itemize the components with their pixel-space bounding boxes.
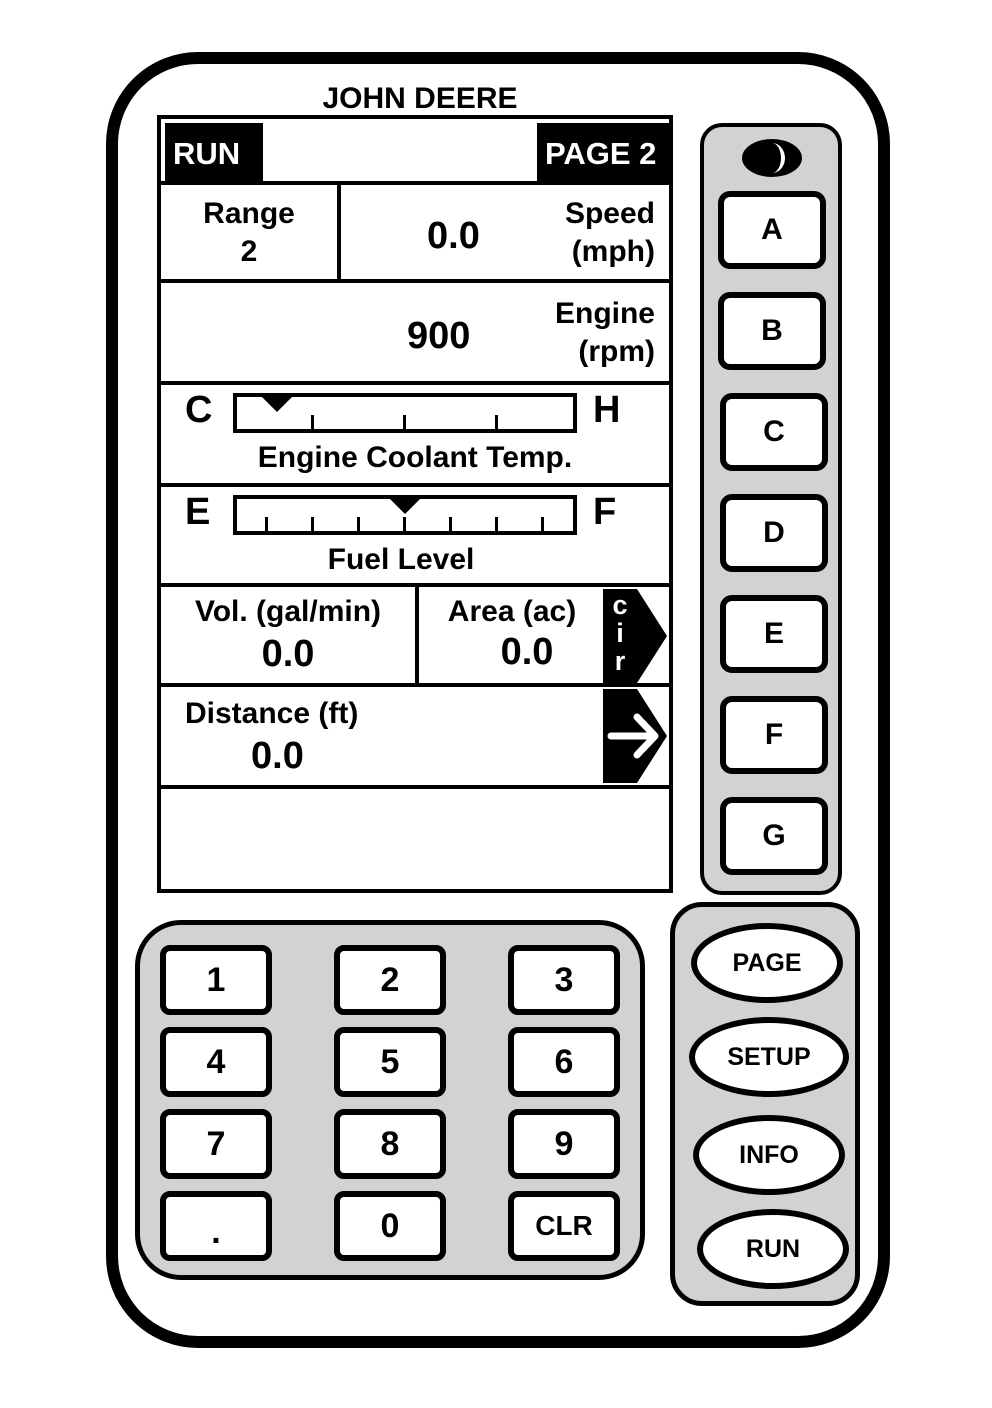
gauge-tick	[265, 517, 268, 531]
distance-arrow-button[interactable]	[603, 689, 669, 783]
coolant-gauge	[233, 393, 577, 433]
brand-logo-text: JOHN DEERE	[322, 82, 518, 115]
coolant-low-label: C	[185, 389, 213, 431]
speed-value: 0.0	[427, 215, 480, 257]
setup-button[interactable]: SETUP	[689, 1017, 849, 1097]
divider	[161, 785, 669, 789]
area-circular-button[interactable]	[603, 589, 669, 683]
key-decimal[interactable]: .	[160, 1191, 272, 1261]
brightness-icon[interactable]	[740, 137, 804, 179]
engine-label: Engine	[554, 297, 655, 330]
softkey-e[interactable]: E	[720, 595, 828, 673]
softkey-a[interactable]: A	[718, 191, 826, 269]
mode-button-panel	[670, 902, 860, 1306]
softkey-b[interactable]: B	[718, 292, 826, 370]
softkey-d[interactable]: D	[720, 494, 828, 572]
divider	[161, 683, 669, 687]
volume-value: 0.0	[261, 633, 315, 675]
fuel-gauge	[233, 495, 577, 535]
info-button[interactable]: INFO	[693, 1115, 845, 1195]
engine-rpm-value: 900	[407, 315, 471, 357]
area-label: Area (ac)	[447, 595, 577, 628]
gauge-tick	[403, 415, 406, 429]
coolant-high-label: H	[593, 389, 621, 431]
gauge-tick	[449, 517, 452, 531]
divider	[161, 483, 669, 487]
fuel-full-label: F	[593, 491, 617, 533]
key-0[interactable]: 0	[334, 1191, 446, 1261]
softkey-g[interactable]: G	[720, 797, 828, 875]
gauge-tick	[311, 415, 314, 429]
volume-label: Vol. (gal/min)	[194, 595, 382, 628]
page-button[interactable]: PAGE	[691, 923, 843, 1003]
key-6[interactable]: 6	[508, 1027, 620, 1097]
speed-unit: (mph)	[571, 235, 655, 268]
key-8[interactable]: 8	[334, 1109, 446, 1179]
divider	[161, 381, 669, 385]
range-value: 2	[240, 235, 258, 268]
fuel-empty-label: E	[185, 491, 211, 533]
key-7[interactable]: 7	[160, 1109, 272, 1179]
key-clear[interactable]: CLR	[508, 1191, 620, 1261]
gauge-tick	[403, 517, 406, 531]
run-button[interactable]: RUN	[697, 1209, 849, 1289]
gauge-tick	[495, 415, 498, 429]
page-indicator: PAGE 2	[537, 123, 669, 185]
softkey-f[interactable]: F	[720, 696, 828, 774]
key-9[interactable]: 9	[508, 1109, 620, 1179]
key-5[interactable]: 5	[334, 1027, 446, 1097]
coolant-label: Engine Coolant Temp.	[257, 441, 573, 474]
range-label: Range	[203, 197, 295, 230]
key-3[interactable]: 3	[508, 945, 620, 1015]
key-4[interactable]: 4	[160, 1027, 272, 1097]
divider	[161, 279, 669, 283]
divider	[161, 181, 669, 185]
gauge-tick	[311, 517, 314, 531]
area-side-label: c i r	[612, 590, 628, 676]
engine-unit: (rpm)	[578, 335, 655, 368]
gauge-tick	[541, 517, 544, 531]
fuel-pointer-icon	[389, 498, 421, 514]
softkey-c[interactable]: C	[720, 393, 828, 471]
gauge-tick	[357, 517, 360, 531]
key-2[interactable]: 2	[334, 945, 446, 1015]
area-value: 0.0	[500, 631, 554, 673]
distance-value: 0.0	[251, 735, 304, 777]
divider	[337, 185, 341, 281]
mode-indicator: RUN	[165, 123, 263, 185]
display-screen	[157, 115, 673, 893]
fuel-label: Fuel Level	[327, 543, 475, 576]
distance-label: Distance (ft)	[185, 697, 359, 730]
speed-label: Speed	[564, 197, 655, 230]
softkey-panel	[700, 123, 842, 895]
numeric-keypad	[135, 920, 645, 1280]
key-1[interactable]: 1	[160, 945, 272, 1015]
gauge-tick	[495, 517, 498, 531]
right-arrow-icon	[603, 689, 669, 783]
coolant-pointer-icon	[261, 396, 293, 412]
